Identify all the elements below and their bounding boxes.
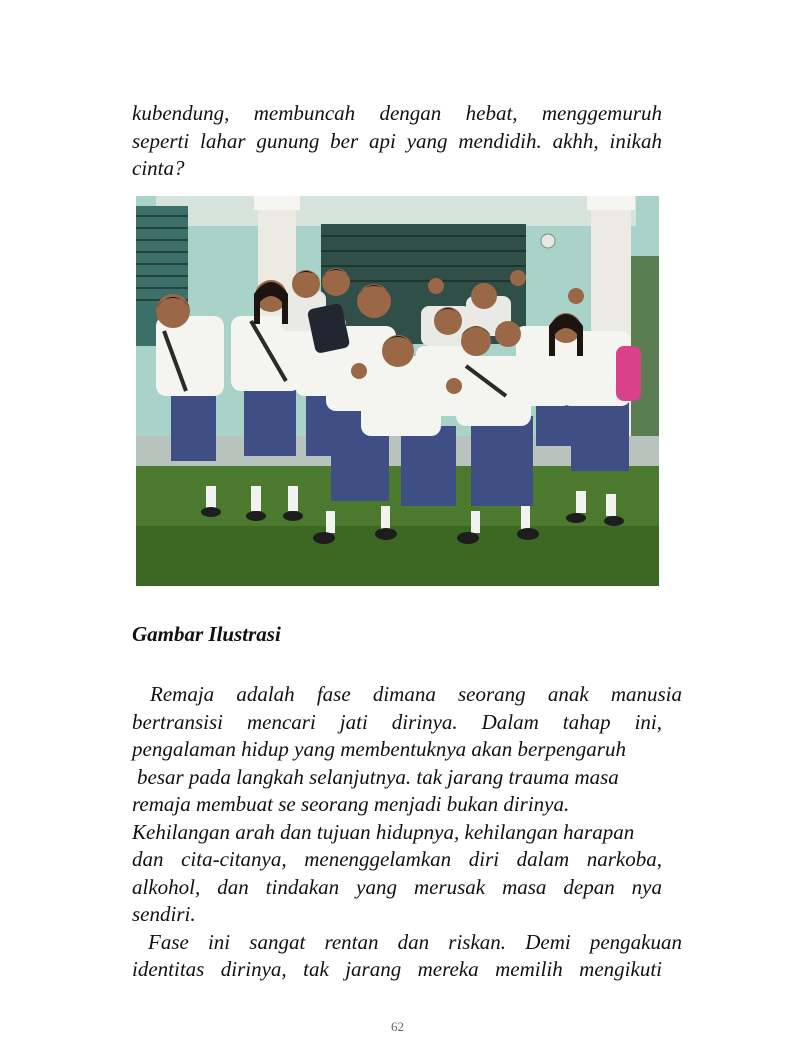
figure-caption: Gambar Ilustrasi — [132, 622, 281, 646]
text-line: dan cita-citanya, menenggelamkan diri dalam narkoba, — [132, 847, 662, 871]
text-line: alkohol, dan tindakan yang merusak masa depan nya — [132, 874, 662, 899]
text-line: Remaja adalah fase dimana seorang anak manusia — [150, 682, 682, 706]
text-line: bertransisi mencari jati dirinya. Dalam tahap ini, — [132, 709, 662, 734]
text-line: remaja membuat se seorang menjadi bukan dirinya. — [132, 792, 570, 816]
text-line: Fase ini sangat rentan dan riskan. Demi pengakuan — [148, 929, 682, 954]
text-line: identitas dirinya, tak jarang mereka memilih mengikuti — [132, 957, 662, 981]
text-line: seperti lahar gunung ber api yang mendidih. akhh, inikah — [132, 128, 662, 153]
text-line: Kehilangan arah dan tujuan hidupnya, kehilangan harapan — [132, 819, 635, 844]
text-line: sendiri. — [132, 902, 196, 926]
text-line: kubendung, membuncah dengan hebat, menggemuruh — [132, 101, 662, 125]
body-paragraph — [132, 681, 682, 984]
text-line: cinta? — [132, 156, 185, 180]
text-line: besar pada langkah selanjutnya. tak jarang trauma masa — [137, 764, 619, 789]
top-paragraph — [132, 100, 662, 183]
text-line: pengalaman hidup yang membentuknya akan berpengaruh — [132, 737, 626, 761]
page-number: 62 — [391, 1019, 404, 1034]
students-group-photo — [136, 196, 659, 586]
